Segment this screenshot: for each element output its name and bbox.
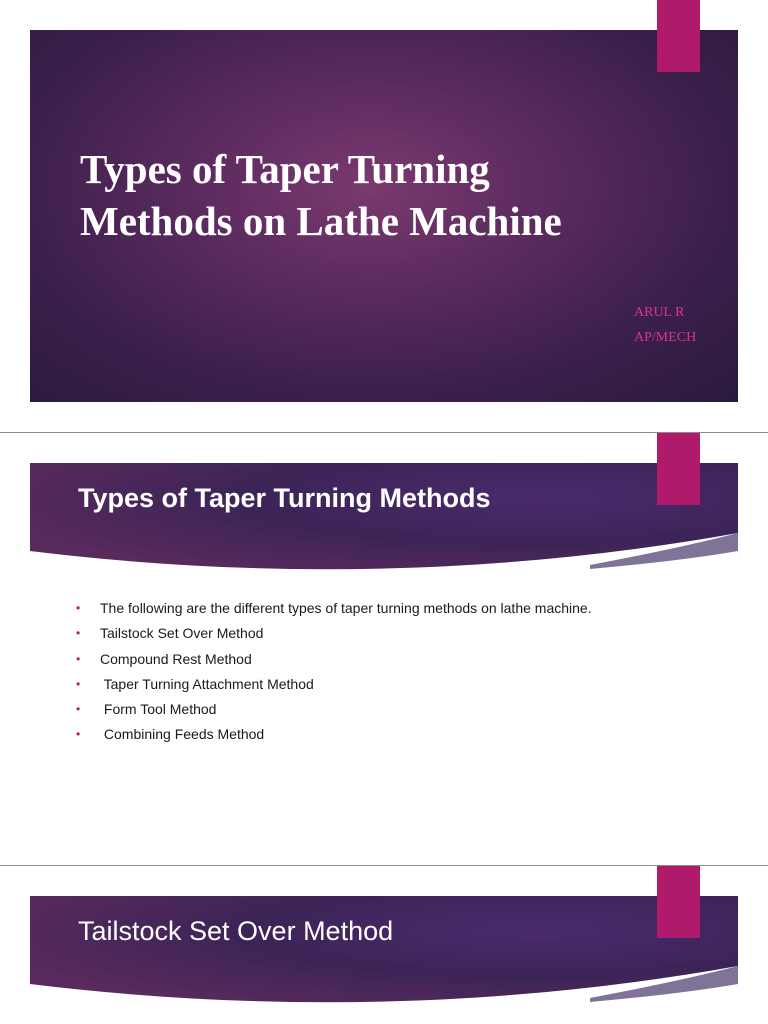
header-wave-shape	[30, 463, 738, 578]
bullet-icon: •	[76, 651, 81, 666]
content-slide	[0, 866, 768, 1024]
list-item: • The following are the different types of taper turning methods on lathe machine.	[76, 600, 592, 616]
list-item: • Form Tool Method	[76, 701, 217, 718]
header-band	[30, 463, 738, 578]
accent-tab	[657, 433, 700, 505]
title-slide	[0, 0, 768, 432]
list-item: • Taper Turning Attachment Method	[76, 675, 314, 692]
bullet-icon: •	[76, 626, 81, 641]
bullet-icon: •	[76, 727, 81, 742]
list-item: • Compound Rest Method	[76, 650, 252, 667]
bullet-icon: •	[76, 676, 81, 691]
bullet-icon: •	[76, 601, 81, 615]
bullet-icon: •	[76, 702, 81, 717]
header-wave-shape	[30, 896, 738, 1011]
author-name: ARUL R	[634, 305, 685, 320]
accent-tab	[657, 866, 700, 938]
accent-tab	[657, 0, 700, 72]
header-band	[30, 896, 738, 1011]
list-item: • Combining Feeds Method	[76, 726, 265, 743]
author-designation: AP/MECH	[634, 330, 697, 345]
presentation-title: Types of Taper Turning Methods on Lathe Machine	[80, 146, 562, 244]
slide-title: Types of Taper Turning Methods	[78, 483, 491, 513]
bullet-list	[76, 598, 592, 750]
slide-title: Tailstock Set Over Method	[78, 916, 394, 946]
list-item: • Tailstock Set Over Method	[76, 625, 264, 642]
